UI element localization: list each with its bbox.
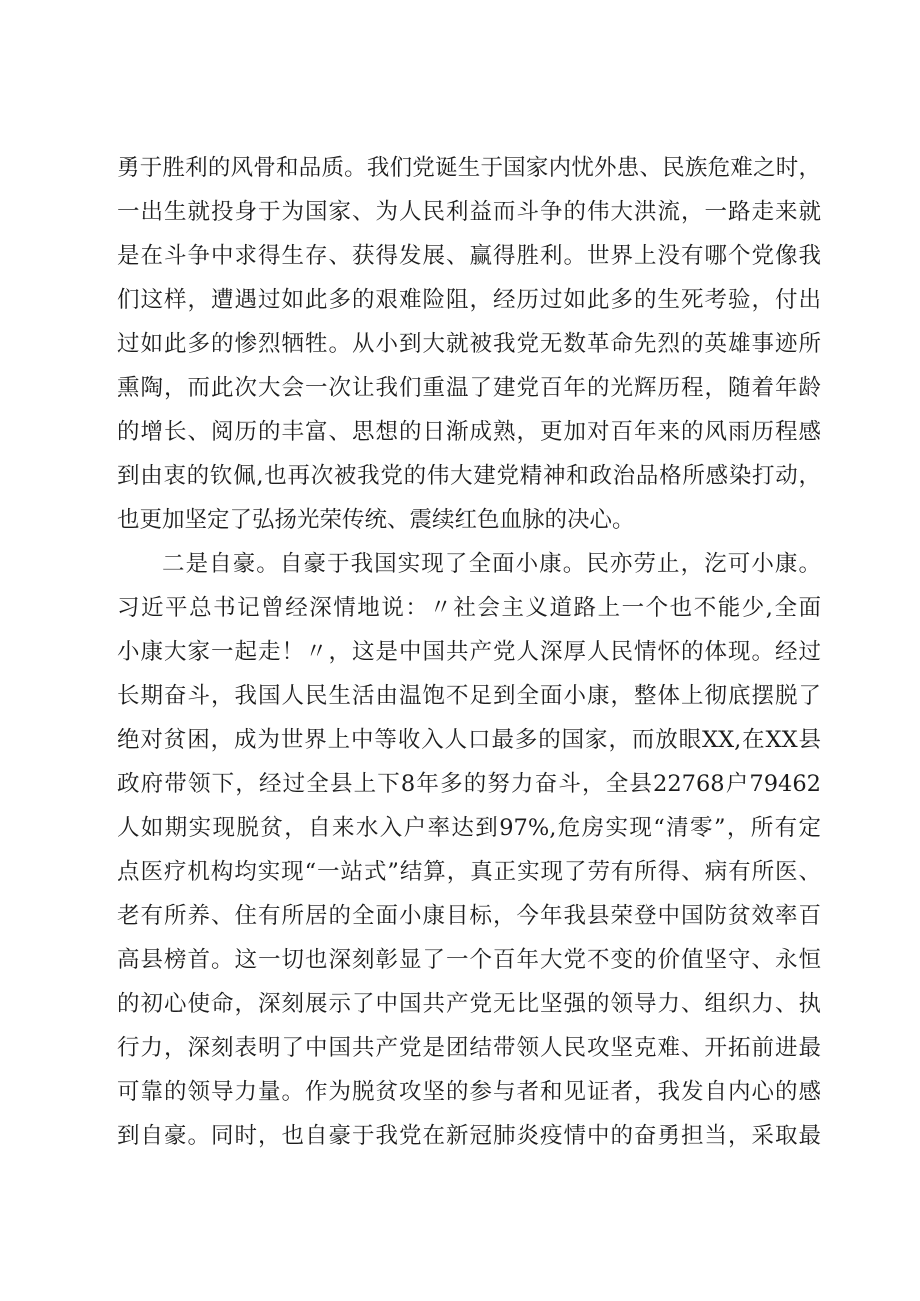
text-line: 过如此多的惨烈牺牲。从小到大就被我党无数革命先烈的英雄事迹所 xyxy=(117,331,821,357)
text-line: 人如期实现脱贫，自来水入户率达到97%,危房实现“清零”，所有定 xyxy=(117,815,821,841)
text-line: 一出生就投身于为国家、为人民利益而斗争的伟大洪流，一路走来就 xyxy=(117,199,821,225)
text-line: 高县榜首。这一切也深刻彰显了一个百年大党不变的价值坚守、永恒 xyxy=(117,947,821,973)
text-line: 老有所养、住有所居的全面小康目标，今年我县荣登中国防贫效率百 xyxy=(117,903,821,929)
text-line-first: 二是自豪。自豪于我国实现了全面小康。民亦劳止，汔可小康。 xyxy=(162,551,821,577)
text-line: 到由衷的钦佩,也再次被我党的伟大建党精神和政治品格所感染打动， xyxy=(117,463,821,489)
text-line: 们这样，遭遇过如此多的艰难险阻，经历过如此多的生死考验，付出 xyxy=(117,287,821,313)
text-line: 行力，深刻表明了中国共产党是团结带领人民攻坚克难、开拓前进最 xyxy=(117,1035,821,1061)
text-line: 绝对贫困，成为世界上中等收入人口最多的国家，而放眼XX,在XX县 xyxy=(117,727,821,753)
text-line: 小康大家一起走！〃，这是中国共产党人深厚人民情怀的体现。经过 xyxy=(117,639,821,665)
text-line: 政府带领下，经过全县上下8年多的努力奋斗，全县22768户79462 xyxy=(117,771,821,797)
text-line: 勇于胜利的风骨和品质。我们党诞生于国家内忧外患、民族危难之时， xyxy=(117,155,821,181)
text-line: 熏陶，而此次大会一次让我们重温了建党百年的光辉历程，随着年龄 xyxy=(117,375,821,401)
text-line: 点医疗机构均实现“一站式”结算，真正实现了劳有所得、病有所医、 xyxy=(117,859,821,885)
text-line: 的初心使命，深刻展示了中国共产党无比坚强的领导力、组织力、执 xyxy=(117,991,821,1017)
text-line: 到自豪。同时，也自豪于我党在新冠肺炎疫情中的奋勇担当，采取最 xyxy=(117,1123,821,1149)
text-line: 习近平总书记曾经深情地说：〃社会主义道路上一个也不能少,全面 xyxy=(117,595,821,621)
text-line-last: 也更加坚定了弘扬光荣传统、震续红色血脉的决心。 xyxy=(117,507,635,533)
text-line: 长期奋斗，我国人民生活由温饱不足到全面小康，整体上彻底摆脱了 xyxy=(117,683,821,709)
text-line: 是在斗争中求得生存、获得发展、赢得胜利。世界上没有哪个党像我 xyxy=(117,243,821,269)
text-line: 的增长、阅历的丰富、思想的日渐成熟，更加对百年来的风雨历程感 xyxy=(117,419,821,445)
text-line: 可靠的领导力量。作为脱贫攻坚的参与者和见证者，我发自内心的感 xyxy=(117,1079,821,1105)
